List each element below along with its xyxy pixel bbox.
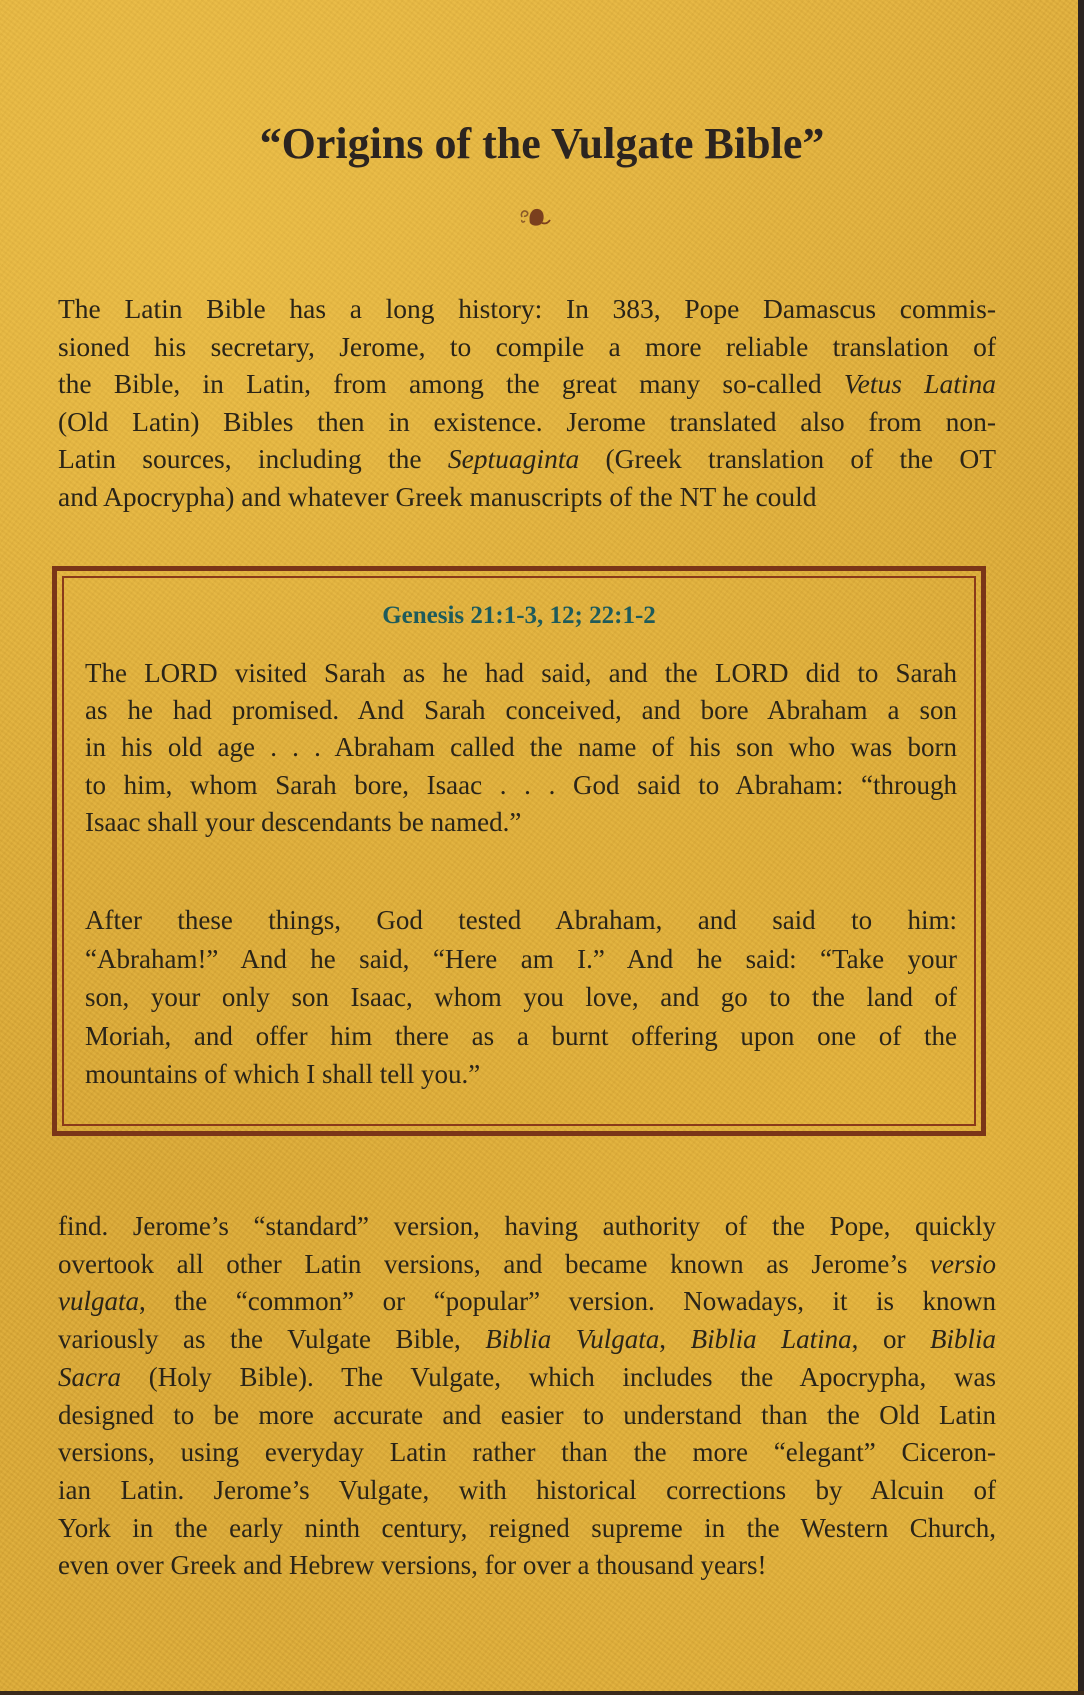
text-run: (Old Latin) Bibles then in existence. Jerome translated also from non- bbox=[58, 405, 996, 437]
text-run: variously as the Vulgate Bible, bbox=[58, 1324, 486, 1355]
paragraph-line bbox=[58, 1208, 996, 1246]
text-run: , bbox=[659, 1324, 691, 1355]
italic-term: Biblia Latina bbox=[690, 1324, 852, 1355]
text-run: designed to be more accurate and easier to understand than the Old Latin bbox=[58, 1399, 996, 1430]
paragraph-line bbox=[58, 1283, 996, 1321]
verse-reference: Genesis 21:1-3, 12; 22:1-2 bbox=[382, 602, 656, 629]
text-run: sioned his secretary, Jerome, to compile a more reliable translation of bbox=[58, 330, 996, 362]
paragraph-line bbox=[58, 1246, 996, 1284]
italic-term: Sacra bbox=[58, 1361, 121, 1392]
italic-term: Biblia bbox=[929, 1324, 996, 1355]
passage-line: in his old age . . . Abraham called the name of his son who was born bbox=[85, 732, 957, 763]
paragraph-line bbox=[58, 290, 996, 328]
italic-term: vulgata bbox=[58, 1286, 139, 1317]
page-edge-shadow bbox=[1078, 0, 1084, 1695]
passage-line: “Abraham!” And he said, “Here am I.” And he said: “Take your bbox=[85, 943, 957, 974]
scripture-passage-2 bbox=[85, 901, 957, 1094]
text-run: , or bbox=[851, 1324, 930, 1355]
paragraph-line bbox=[58, 1547, 996, 1585]
passage-line: Isaac shall your descendants be named.” bbox=[85, 806, 522, 837]
text-run: even over Greek and Hebrew versions, for over a thousand years! bbox=[58, 1550, 767, 1581]
paragraph-line bbox=[58, 1321, 996, 1359]
paragraph-line bbox=[58, 365, 996, 403]
text-run: overtook all other Latin versions, and became known as Jerome’s bbox=[58, 1248, 931, 1279]
text-run: and Apocrypha) and whatever Greek manuscripts of the NT he could bbox=[58, 480, 817, 512]
passage-line: as he had promised. And Sarah conceived, and bore Abraham a son bbox=[85, 695, 957, 726]
fleuron-icon bbox=[518, 203, 554, 231]
page-edge-bottom bbox=[0, 1691, 1084, 1695]
scripture-box bbox=[52, 566, 986, 1136]
page-title: “Origins of the Vulgate Bible” bbox=[259, 119, 825, 168]
passage-line: The LORD visited Sarah as he had said, and the LORD did to Sarah bbox=[85, 658, 957, 688]
italic-term: versio bbox=[930, 1248, 996, 1279]
text-run: Latin sources, including the bbox=[58, 443, 448, 475]
paragraph-line bbox=[58, 1510, 996, 1548]
paragraph-line bbox=[58, 1359, 996, 1397]
passage-line: After these things, God tested Abraham, and said to him: bbox=[85, 905, 957, 935]
text-run: York in the early ninth century, reigned supreme in the Western Church, bbox=[58, 1512, 996, 1543]
scripture-passage-1 bbox=[85, 655, 957, 841]
text-run: versions, using everyday Latin rather than the more “elegant” Ciceron- bbox=[58, 1437, 996, 1468]
paragraph-line bbox=[58, 440, 996, 478]
text-run: find. Jerome’s “standard” version, having authority of the Pope, quickly bbox=[58, 1211, 996, 1241]
text-run: The Latin Bible has a long history: In 383, Pope Damascus commis- bbox=[58, 293, 996, 324]
italic-term: Biblia Vulgata bbox=[485, 1324, 660, 1355]
paragraph-line bbox=[58, 328, 996, 366]
intro-paragraph bbox=[58, 290, 996, 516]
passage-line: to him, whom Sarah bore, Isaac . . . God said to Abraham: “through bbox=[85, 769, 957, 800]
passage-line: son, your only son Isaac, whom you love, and go to the land of bbox=[85, 982, 957, 1012]
text-run: (Greek translation of the OT bbox=[579, 443, 996, 475]
text-run: the Bible, in Latin, from among the great many so-called bbox=[58, 368, 844, 400]
text-run: (Holy Bible). The Vulgate, which includes the Apocrypha, was bbox=[121, 1361, 996, 1392]
italic-term: Septuaginta bbox=[447, 443, 580, 475]
closing-paragraph bbox=[58, 1208, 996, 1585]
paragraph-line bbox=[58, 403, 996, 441]
passage-line: Moriah, and offer him there as a burnt offering upon one of the bbox=[85, 1020, 957, 1051]
paragraph-line bbox=[58, 1472, 996, 1510]
paragraph-line bbox=[58, 1434, 996, 1472]
paragraph-line bbox=[58, 478, 996, 516]
paragraph-line bbox=[58, 1397, 996, 1435]
text-run: ian Latin. Jerome’s Vulgate, with historical corrections by Alcuin of bbox=[58, 1474, 996, 1505]
text-run: , the “common” or “popular” version. Nowadays, it is known bbox=[139, 1286, 996, 1317]
italic-term: Vetus Latina bbox=[843, 368, 997, 400]
passage-line: mountains of which I shall tell you.” bbox=[85, 1059, 481, 1089]
